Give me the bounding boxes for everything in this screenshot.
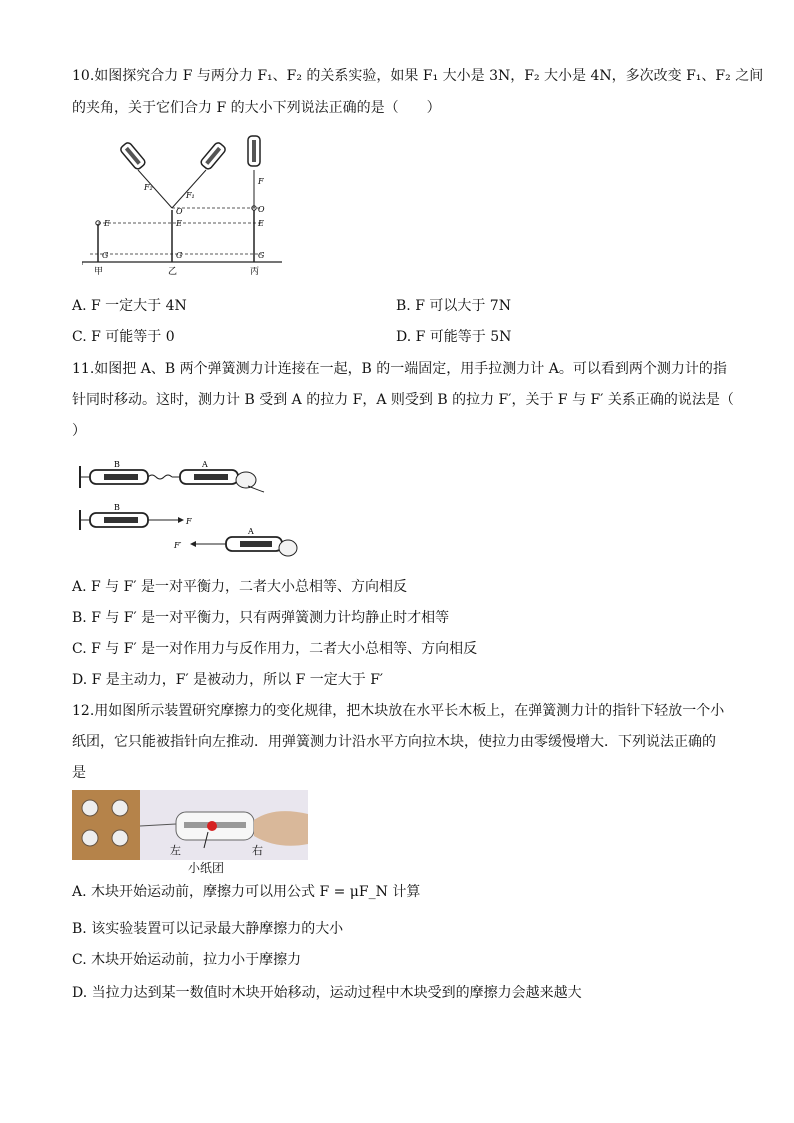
q10-label-jia: 甲 — [94, 267, 104, 277]
q11-label-a-top: A — [202, 460, 208, 469]
q10-label-f1: F₁ — [186, 191, 195, 200]
q10-label-e-jia: E — [104, 219, 110, 228]
q12-paper-ball — [207, 821, 217, 831]
q12-photo — [72, 790, 308, 860]
q10-option-c: C. F 可能等于 0 — [72, 329, 175, 345]
q11-label-b-top: B — [114, 460, 120, 469]
q12-stem-line2: 纸团，它只能被指针向左推动．用弹簧测力计沿水平方向拉木块，使拉力由零缓慢增大．下列说法正确的 — [72, 734, 716, 750]
q11-label-a-bottom: A — [248, 527, 254, 536]
q10-label-e-yi: E — [176, 219, 182, 228]
q11-option-c: C. F 与 F′ 是一对作用力与反作用力，二者大小总相等、方向相反 — [72, 641, 478, 657]
q12-option-d: D. 当拉力达到某一数值时木块开始移动，运动过程中木块受到的摩擦力会越来越大 — [72, 985, 582, 1001]
q11-option-a: A. F 与 F′ 是一对平衡力，二者大小总相等、方向相反 — [72, 579, 407, 595]
q11-label-fprime: F′ — [174, 541, 182, 550]
q12-option-b: B. 该实验装置可以记录最大静摩擦力的大小 — [72, 921, 344, 937]
q11-figure — [78, 458, 298, 562]
q10-stem-line2: 的夹角，关于它们合力 F 的大小下列说法正确的是（ ） — [72, 100, 441, 116]
q12-option-a: A. 木块开始运动前，摩擦力可以用公式 F = μF_N 计算 — [72, 884, 421, 900]
q11-stem-line3: ） — [72, 423, 86, 439]
q10-option-a: A. F 一定大于 4N — [72, 298, 187, 314]
q10-label-o-bing: O — [258, 205, 265, 214]
q12-label-paper: 小纸团 — [188, 861, 225, 875]
q10-option-d: D. F 可能等于 5N — [396, 329, 512, 345]
q10-label-g-yi: G — [176, 251, 183, 260]
q11-option-b: B. F 与 F′ 是一对平衡力，只有两弹簧测力计均静止时才相等 — [72, 610, 450, 626]
q10-figure — [82, 132, 292, 282]
q11-label-f: F — [186, 517, 192, 526]
q10-label-g-bing: G — [258, 251, 265, 260]
q12-stem-line1: 12.用如图所示装置研究摩擦力的变化规律，把木块放在水平长木板上，在弹簧测力计的指针下轻放一个小 — [72, 703, 725, 719]
q10-label-f2: F₂ — [144, 183, 153, 192]
q11-stem-line2: 针同时移动。这时，测力计 B 受到 A 的拉力 F，A 则受到 B 的拉力 F′，关于 F 与 F′ 关系正确的说法是（ — [72, 392, 734, 408]
q10-stem-line1: 10.如图探究合力 F 与两分力 F₁、F₂ 的关系实验，如果 F₁ 大小是 3N，F₂ 大小是 4N，多次改变 F₁、F₂ 之间 — [72, 68, 764, 84]
q12-stem-line3: 是 — [72, 765, 86, 781]
q12-option-c: C. 木块开始运动前，拉力小于摩擦力 — [72, 952, 302, 968]
q11-option-d: D. F 是主动力，F′ 是被动力，所以 F 一定大于 F′ — [72, 672, 384, 688]
q10-label-bing: 丙 — [250, 267, 260, 277]
q10-option-b: B. F 可以大于 7N — [396, 298, 511, 314]
q12-label-left: 左 — [170, 844, 181, 857]
q11-label-b-bottom: B — [114, 503, 120, 512]
q10-label-f: F — [258, 177, 264, 186]
q11-stem-line1: 11.如图把 A、B 两个弹簧测力计连接在一起，B 的一端固定，用手拉测力计 A。可以看到两个测力计的指 — [72, 361, 727, 377]
q10-label-g-jia: G — [102, 251, 109, 260]
q10-label-o-yi: O — [176, 207, 183, 216]
q10-label-e-bing: E — [258, 219, 264, 228]
q10-label-yi: 乙 — [168, 267, 178, 277]
q12-label-right: 右 — [252, 844, 263, 857]
